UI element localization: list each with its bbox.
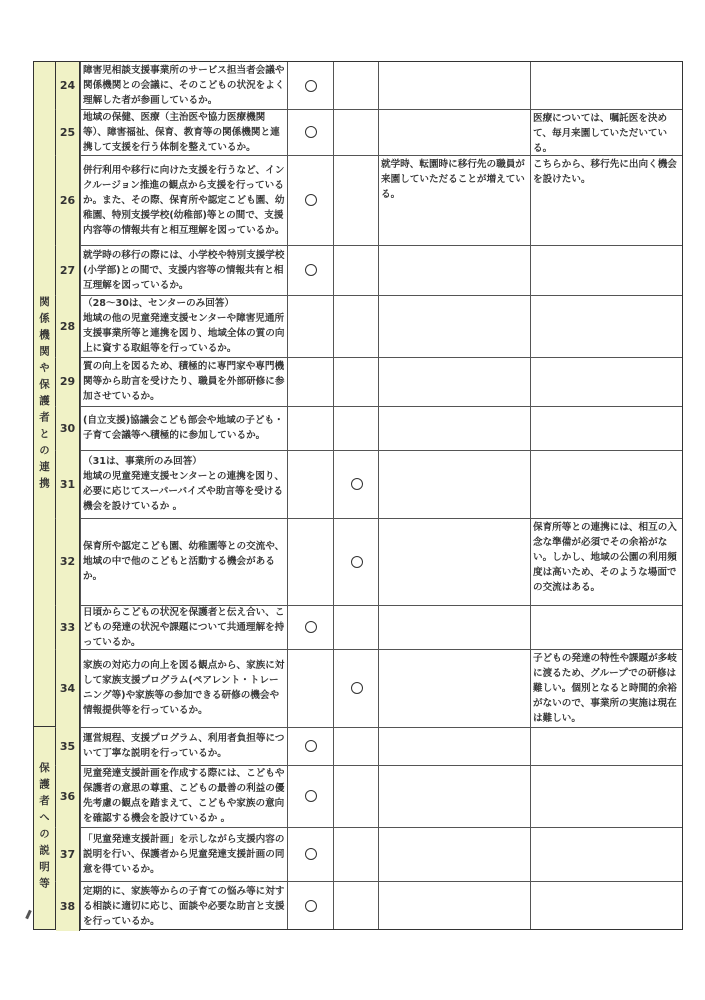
row-improvement: 医療については、嘱託医を決めて、毎月来園していただいている。	[533, 113, 668, 153]
row-number: 31	[56, 450, 80, 518]
answer-yes-mark	[305, 621, 317, 633]
section-relations	[34, 62, 56, 727]
section-divider	[34, 726, 55, 727]
col-line-yes	[287, 62, 288, 929]
col-line-na	[378, 62, 379, 929]
answer-yes-mark	[305, 740, 317, 752]
row-question: 併行利用や移行に向けた支援を行うなど、インクルージョン推進の観点から支援を行っているか。また、その際、保育所や認定こども園、幼稚園、特別支援学校(幼稚部)等との間で、支援内容等の情報共有と相互理解を図っているか。	[83, 164, 285, 236]
row-question: 質の向上を図るため、積極的に専門家や専門機関等から助言を受けたり、職員を外部研修に参加させているか。	[83, 361, 285, 402]
row-question: 「児童発達支援計画」を示しながら支援内容の説明を行い、保護者から児童発達支援計画の同意を得ているか。	[83, 833, 285, 875]
answer-yes-mark	[305, 80, 317, 92]
row-improvement: 子どもの発達の特性や課題が多岐に渡るため、グループでの研修は難しい。個別となると時間的余裕がないので、事業所の実施は現在は難しい。	[533, 653, 677, 724]
row-number: 26	[56, 155, 80, 245]
answer-yes-mark	[305, 790, 317, 802]
row-question: 障害児相談支援事業所のサービス担当者会議や関係機関との会議に、そのこどもの状況をよく理解した者が参画しているか。	[83, 65, 285, 106]
row-question: 就学時の移行の際には、小学校や特別支援学校(小学部)との間で、支援内容等の情報共有と相互理解を図っているか。	[83, 249, 285, 291]
answer-no-mark	[351, 556, 363, 568]
row-question: 定期的に、家族等からの子育ての悩み等に対する相談に適切に応じ、面談や必要な助言と支援を行っているか。	[83, 885, 285, 927]
row-question: 保育所や認定こども園、幼稚園等との交流や、地域の中で他のこどもと活動する機会があるか。	[83, 541, 285, 582]
section-explanation	[34, 727, 56, 929]
answer-yes-mark	[305, 194, 317, 206]
row-improvement: 保育所等との連携には、相互の入念な準備が必須でその余裕がない。しかし、地域の公園の利用頻度は高いため、そのような場面での交流はある。	[533, 522, 677, 593]
row-improvement: こちらから、移行先に出向く機会を設けたい。	[533, 159, 677, 185]
row-number: 27	[56, 245, 80, 295]
row-number: 33	[56, 605, 80, 649]
answer-no-mark	[351, 478, 363, 490]
row-question: （31は、事業所のみ回答） 地域の児童発達支援センターとの連携を図り、必要に応じてスーパーバイズや助言等を受ける機会を設けているか 。	[83, 456, 285, 512]
row-question: 日頃からこどもの状況を保護者と伝え合い、こどもの発達の状況や課題について共通理解を持っているか。	[83, 606, 285, 648]
row-number: 32	[56, 518, 80, 605]
row-number: 30	[56, 406, 80, 450]
row-question: 家族の対応力の向上を図る観点から、家族に対して家族支援プログラム(ペアレント・トレーニング等)や家族等の参加できる研修の機会や情報提供等を行っているか。	[83, 660, 285, 716]
answer-yes-mark	[305, 264, 317, 276]
row-question: 児童発達支援計画を作成する際には、こどもや保護者の意思の尊重、こどもの最善の利益の優先考慮の観点を踏まえて、こどもや家族の意向を確認する機会を設けているか 。	[83, 768, 285, 824]
row-number: 35	[56, 727, 80, 765]
row-question: (自立支援)協議会こども部会や地域の子ども・子育て会議等へ積極的に参加しているか。	[83, 415, 284, 441]
row-number: 36	[56, 765, 80, 827]
col-line-no	[333, 62, 334, 929]
answer-yes-mark	[305, 900, 317, 912]
answer-yes-mark	[305, 126, 317, 138]
row-question: （28～30は、センターのみ回答） 地域の他の児童発達支援センターや障害児通所支援事業所等と連携を図り、地域全体の質の向上に資する取組等を行っているか。	[83, 298, 285, 354]
row-number: 38	[56, 881, 80, 931]
pen-mark	[25, 910, 32, 919]
row-number: 29	[56, 357, 80, 406]
row-question: 地域の保健、医療（主治医や協力医療機関等）、障害福祉、保育、教育等の関係機関と連携して支援を行う体制を整えているか。	[83, 111, 280, 153]
evaluation-table	[33, 61, 683, 930]
section-relations-label: 関係機関や保護者との連携	[38, 295, 50, 494]
row-question: 運営規程、支援プログラム、利用者負担等について丁寧な説明を行っているか。	[83, 733, 285, 759]
col-line-comment	[530, 62, 531, 929]
col-line-question	[80, 62, 81, 929]
row-number: 28	[56, 295, 80, 357]
section-explanation-label: 保護者への説明等	[38, 762, 50, 894]
answer-no-mark	[351, 682, 363, 694]
row-comment: 就学時、転園時に移行先の職員が来園していただることが増えている。	[381, 159, 525, 200]
row-number: 37	[56, 827, 80, 881]
row-number: 24	[56, 62, 80, 109]
row-number: 25	[56, 109, 80, 155]
answer-yes-mark	[305, 848, 317, 860]
row-number: 34	[56, 649, 80, 727]
